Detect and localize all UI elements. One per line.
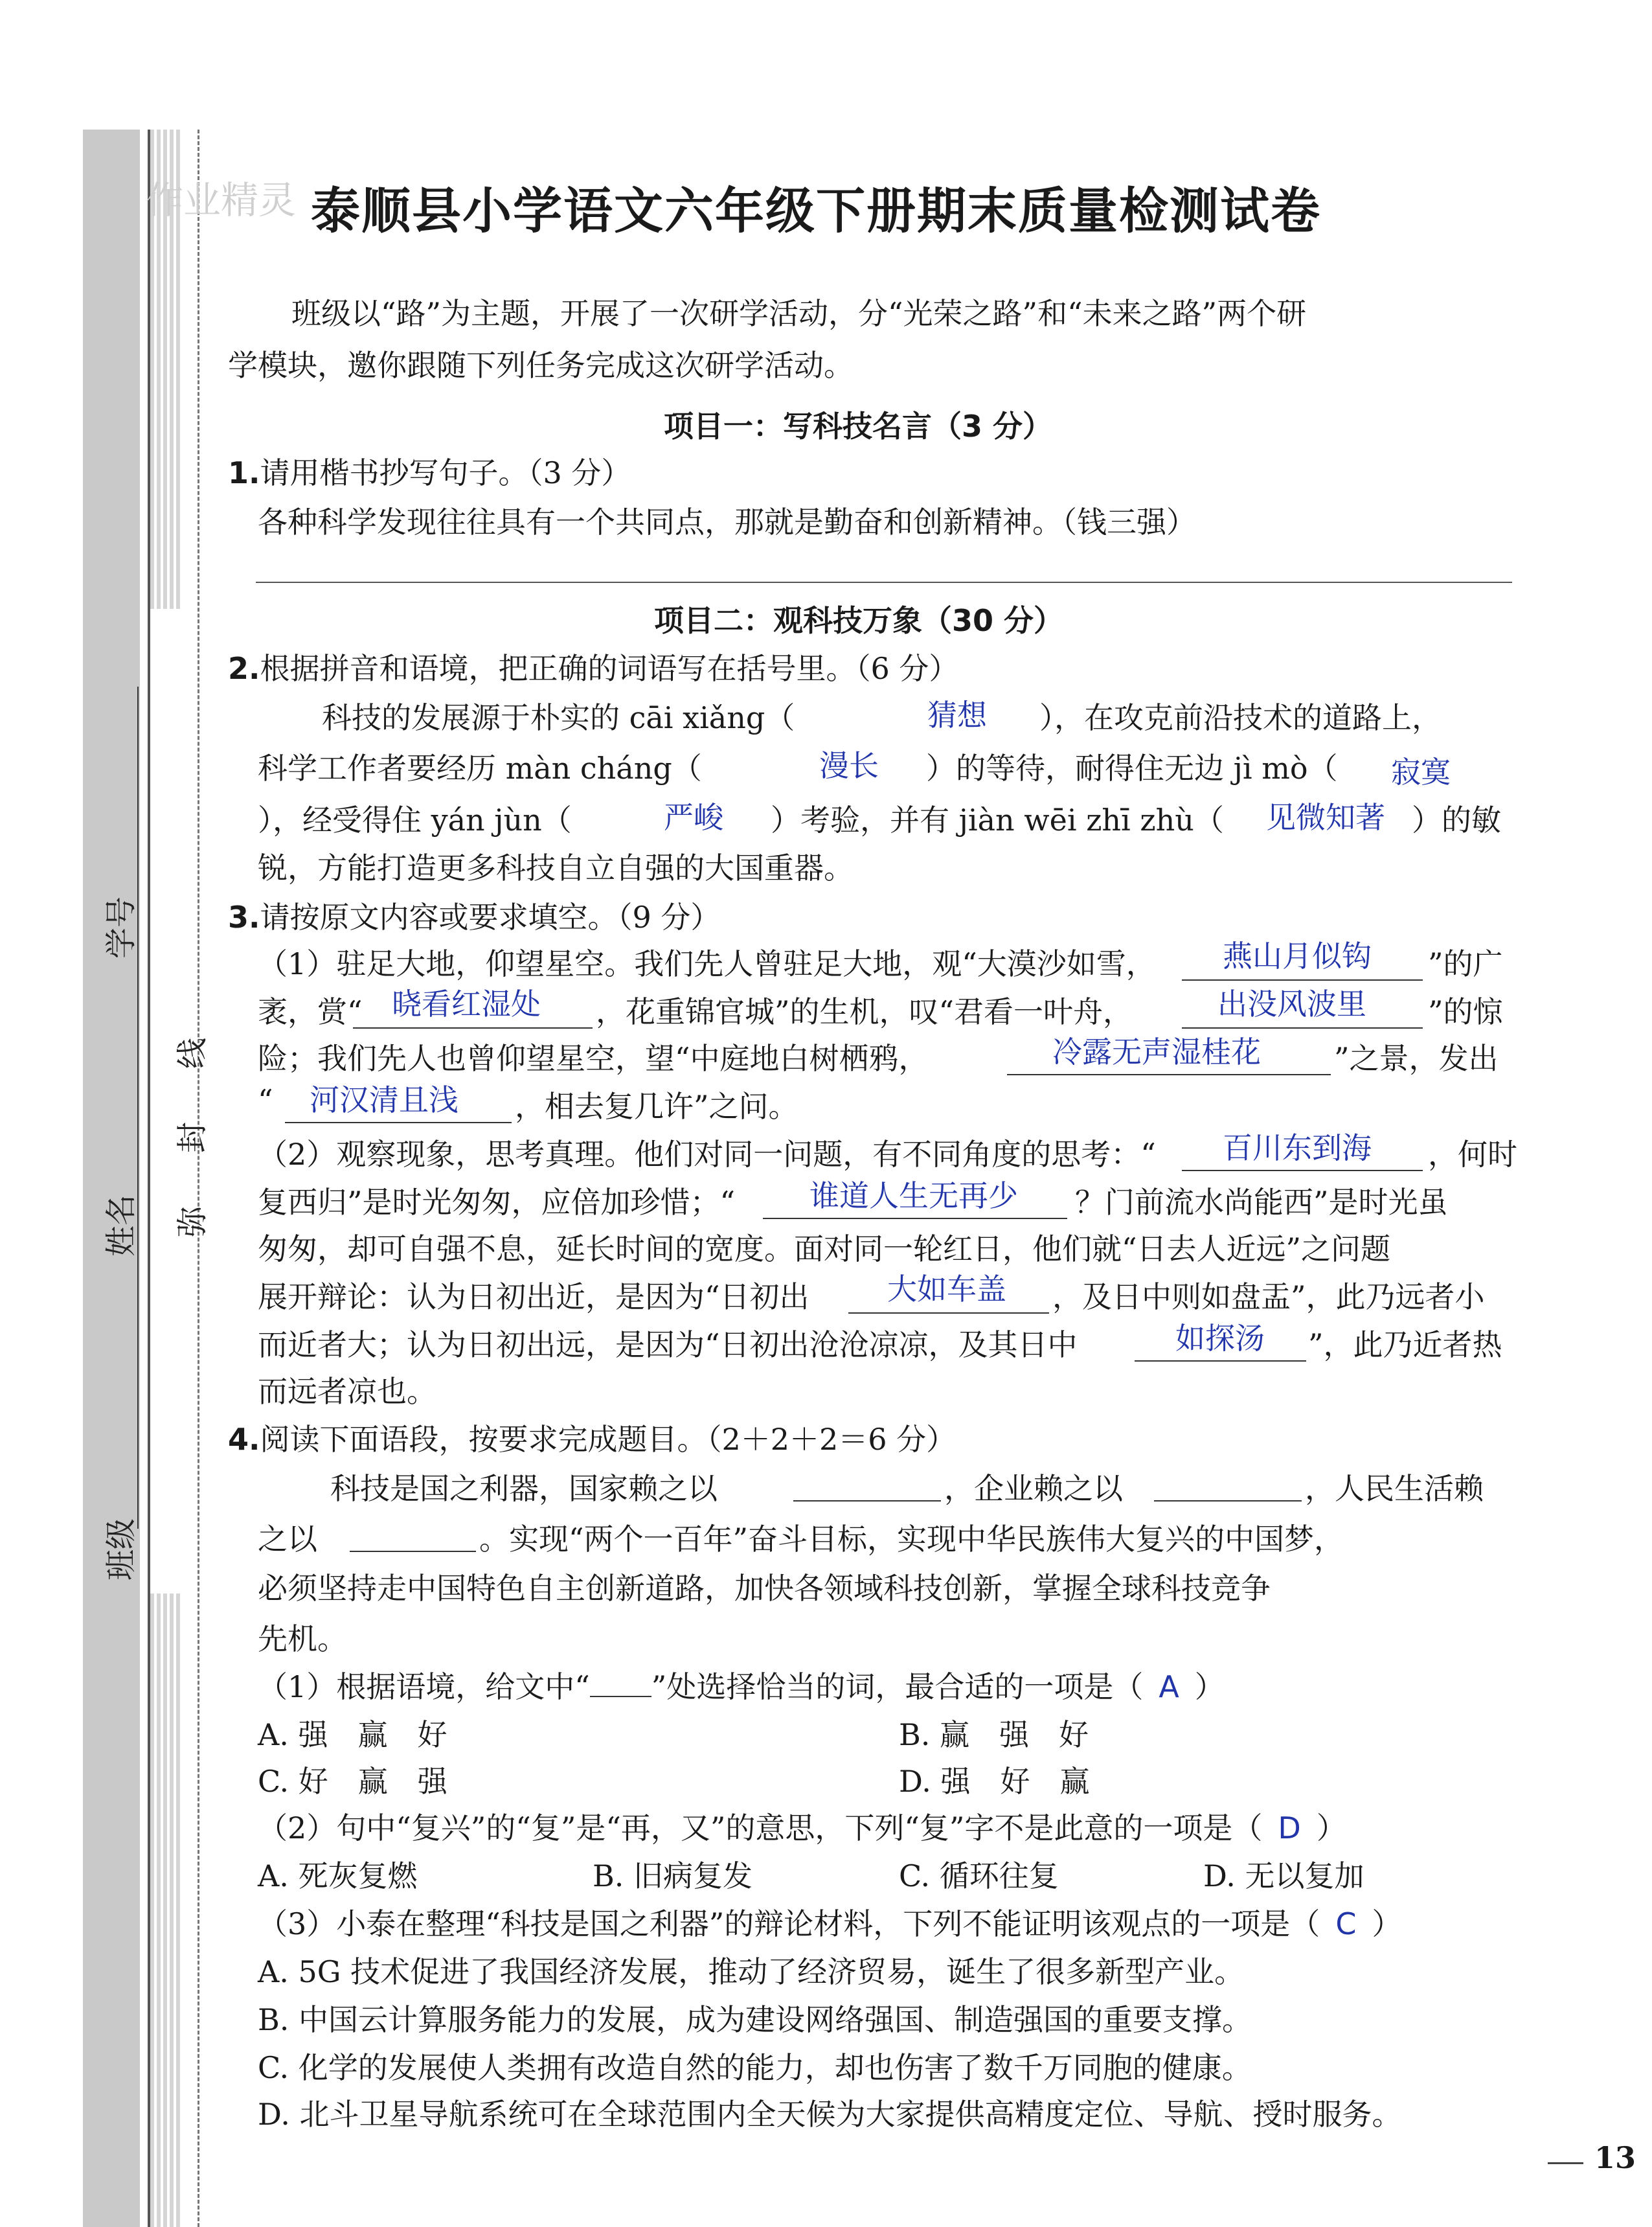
q4-sub1-option-c: C. 好 赢 强 — [258, 1764, 447, 1799]
margin-band-bottom — [150, 1593, 183, 2227]
q4-sub1-text-a: （1）根据语境，给文中“ — [258, 1669, 590, 1704]
q3-answer-5: 河汉清且浅 — [310, 1082, 458, 1117]
page-title: 泰顺县小学语文六年级下册期末质量检测试卷 — [311, 182, 1321, 240]
q3-answer-3: 出没风波里 — [1217, 987, 1366, 1022]
q4-sub1-text-c: ） — [1194, 1669, 1225, 1704]
q3-answer-8: 大如车盖 — [887, 1272, 1006, 1307]
q4-sub3-text-c: ） — [1372, 1906, 1402, 1941]
q4-sub3-answer: C — [1335, 1906, 1357, 1941]
q4-sub1-text-b: ”处选择恰当的词，最合适的一项是（ — [651, 1669, 1144, 1704]
q3-blank-4 — [1007, 1074, 1331, 1075]
q2-line-1a: 科技的发展源于朴实的 cāi xiǎng（ — [322, 700, 795, 735]
q4-sub3-option-d: D. 北斗卫星导航系统可在全球范围内全天候为大家提供高精度定位、导航、授时服务。 — [258, 2097, 1402, 2132]
project1-heading: 项目一：写科技名言（3 分） — [664, 409, 1053, 444]
q4-sub1-line — [258, 1663, 1225, 1706]
q2-answer-3: 寂寞 — [1391, 755, 1451, 790]
q4-stem: 阅读下面语段，按要求完成题目。（2＋2＋2＝6 分） — [260, 1422, 956, 1457]
binding-dotted-line — [198, 130, 199, 2227]
q3-p2-e: 匆匆，却可自强不息，延长时间的宽度。面对同一轮红日，他们就“日去人近远”之问题 — [258, 1231, 1391, 1266]
q3-blank-7 — [763, 1218, 1067, 1219]
q3-p1-h: “ — [258, 1083, 273, 1118]
q4-para-g: 先机。 — [258, 1621, 347, 1656]
q2-stem-line — [228, 645, 958, 688]
q3-blank-5 — [285, 1122, 512, 1123]
q4-sub2-line — [258, 1805, 1346, 1847]
q4-sub1-option-b: B. 赢 强 好 — [899, 1717, 1089, 1752]
q3-p2-g: ，及日中则如盘盂”，此乃远者小 — [1052, 1279, 1485, 1314]
q3-p2-a: （2）观察现象，思考真理。他们对同一问题，有不同角度的思考：“ — [258, 1137, 1156, 1172]
q4-para-a: 科技是国之利器，国家赖之以 — [330, 1471, 718, 1506]
q3-p2-h: 而近者大；认为日初出远，是因为“日初出沧沧凉凉，及其日中 — [258, 1327, 1078, 1362]
q2-line-4: 锐，方能打造更多科技自立自强的大国重器。 — [258, 851, 854, 885]
q3-answer-1: 燕山月似钩 — [1223, 939, 1372, 974]
q3-answer-2: 晓看红湿处 — [392, 987, 541, 1022]
q4-blank-3 — [350, 1551, 476, 1552]
q2-answer-5: 见微知著 — [1266, 800, 1385, 835]
q3-p2-c: 复西归”是时光匆匆，应倍加珍惜；“ — [258, 1185, 736, 1220]
q3-blank-6 — [1182, 1170, 1423, 1171]
q2-line-1b: ），在攻克前沿技术的道路上， — [1039, 700, 1442, 735]
number-label: 学号 — [103, 896, 139, 959]
page-number: 13 — [1594, 2140, 1636, 2175]
q4-para-e: 。实现“两个一百年”奋斗目标，实现中华民族伟大复兴的中国梦， — [479, 1522, 1344, 1557]
q1-stem: 请用楷书抄写句子。（3 分） — [260, 455, 631, 490]
project2-heading: 项目二：观科技万象（30 分） — [654, 603, 1064, 638]
q4-stem-line — [228, 1416, 956, 1459]
q3-answer-4: 冷露无声湿桂花 — [1052, 1034, 1261, 1069]
intro-line-1: 班级以“路”为主题，开展了一次研学活动，分“光荣之路”和“未来之路”两个研 — [291, 296, 1307, 331]
q2-line-3c: ）的敏 — [1412, 803, 1501, 838]
q2-line-3b: ）考验，并有 jiàn wēi zhī zhù（ — [771, 803, 1224, 838]
q4-sub3-option-b: B. 中国云计算服务能力的发展，成为建设网络强国、制造强国的重要支撑。 — [258, 2002, 1252, 2037]
q1-writing-line — [256, 582, 1512, 583]
q2-line-2a: 科学工作者要经历 màn cháng（ — [258, 751, 702, 786]
q4-sub2-text-c: ） — [1316, 1810, 1346, 1845]
q4-sub1-answer: A — [1159, 1669, 1179, 1704]
q2-line-3a: ），经受得住 yán jùn（ — [258, 803, 572, 838]
name-label: 姓名 — [103, 1194, 139, 1257]
class-label: 班级 — [103, 1518, 139, 1581]
q2-number: 2. — [228, 651, 260, 686]
q3-p2-b: ，何时 — [1428, 1137, 1517, 1172]
q4-number: 4. — [228, 1422, 260, 1457]
q4-sub3-option-a: A. 5G 技术促进了我国经济发展，推动了经济贸易，诞生了很多新型产业。 — [258, 1954, 1245, 1989]
q1-sentence: 各种科学发现往往具有一个共同点，那就是勤奋和创新精神。（钱三强） — [258, 505, 1196, 540]
margin-strip — [83, 130, 140, 2227]
q1-num — [228, 450, 631, 492]
q3-p2-i: ”，此乃近者热 — [1308, 1327, 1502, 1362]
q3-stem: 请按原文内容或要求填空。（9 分） — [260, 900, 721, 935]
q3-p1-e: ”的惊 — [1428, 994, 1503, 1029]
q3-blank-2 — [353, 1027, 593, 1029]
q4-sub1-option-a: A. 强 赢 好 — [258, 1717, 447, 1752]
q4-para-b: ，企业赖之以 — [944, 1471, 1123, 1506]
q4-blank-2 — [1154, 1500, 1302, 1502]
q3-stem-line — [228, 894, 720, 937]
q4-sub2-option-c: C. 循环往复 — [899, 1858, 1059, 1893]
q4-para-c: ，人民生活赖 — [1305, 1471, 1484, 1506]
q3-answer-9: 如探汤 — [1175, 1321, 1265, 1356]
q4-sub3-text-a: （3）小泰在整理“科技是国之利器”的辩论材料，下列不能证明该观点的一项是（ — [258, 1906, 1320, 1941]
q3-p1-f: 险；我们先人也曾仰望星空，望“中庭地白树栖鸦， — [258, 1041, 929, 1076]
q3-answer-7: 谁道人生无再少 — [809, 1178, 1018, 1213]
q3-blank-9 — [1135, 1360, 1306, 1362]
q4-para-f: 必须坚持走中国特色自主创新道路，加快各领域科技创新，掌握全球科技竞争 — [258, 1571, 1271, 1606]
seal-char-1: 弥 — [174, 1205, 210, 1237]
q3-p2-f: 展开辩论：认为日初出近，是因为“日初出 — [258, 1279, 809, 1314]
q4-sub2-option-b: B. 旧病复发 — [593, 1858, 753, 1893]
intro-line-2: 学模块，邀你跟随下列任务完成这次研学活动。 — [228, 348, 854, 383]
q3-p1-c: 袤，赏“ — [258, 994, 363, 1029]
q3-p2-d: ？门前流水尚能西”是时光虽 — [1075, 1185, 1448, 1220]
q3-blank-8 — [848, 1312, 1049, 1314]
q4-sub2-answer: D — [1278, 1810, 1301, 1845]
q4-sub2-text-a: （2）句中“复兴”的“复”是“再，又”的意思，下列“复”字不是此意的一项是（ — [258, 1810, 1263, 1845]
q4-sub1-blank — [590, 1676, 651, 1697]
q4-para-d: 之以 — [258, 1522, 317, 1557]
q2-answer-1: 猜想 — [927, 698, 987, 733]
q3-number: 3. — [228, 900, 260, 935]
q2-answer-4: 严峻 — [664, 800, 723, 835]
q4-blank-1 — [793, 1500, 941, 1502]
seal-char-3: 线 — [174, 1037, 210, 1069]
watermark-left: 作业精灵 — [146, 178, 297, 222]
q4-sub3-line — [258, 1901, 1401, 1943]
q3-p1-g: ”之景，发出 — [1334, 1041, 1499, 1076]
seal-char-2: 封 — [174, 1121, 210, 1153]
page-number-rule — [1548, 2162, 1583, 2164]
q3-p2-j: 而远者凉也。 — [258, 1374, 436, 1409]
q4-sub1-option-d: D. 强 好 赢 — [899, 1764, 1090, 1799]
q4-sub2-option-a: A. 死灰复燃 — [258, 1858, 418, 1893]
q3-answer-6: 百川东到海 — [1223, 1130, 1372, 1165]
q3-p1-i: ，相去复几许”之问。 — [515, 1089, 798, 1124]
q2-line-2b: ）的等待，耐得住无边 jì mò（ — [926, 751, 1338, 786]
q1-number: 1. — [228, 455, 260, 490]
q2-answer-2: 漫长 — [819, 748, 879, 783]
q3-p1-a: （1）驻足大地，仰望星空。我们先人曾驻足大地，观“大漠沙如雪， — [258, 946, 1156, 981]
q4-sub2-option-d: D. 无以复加 — [1203, 1858, 1364, 1893]
q3-p1-d: ，花重锦官城”的生机，叹“君看一叶舟， — [596, 994, 1133, 1029]
q3-p1-b: ”的广 — [1428, 946, 1503, 981]
q2-stem: 根据拼音和语境，把正确的词语写在括号里。（6 分） — [260, 651, 959, 686]
q4-sub3-option-c: C. 化学的发展使人类拥有改造自然的能力，却也伤害了数千万同胞的健康。 — [258, 2050, 1252, 2085]
